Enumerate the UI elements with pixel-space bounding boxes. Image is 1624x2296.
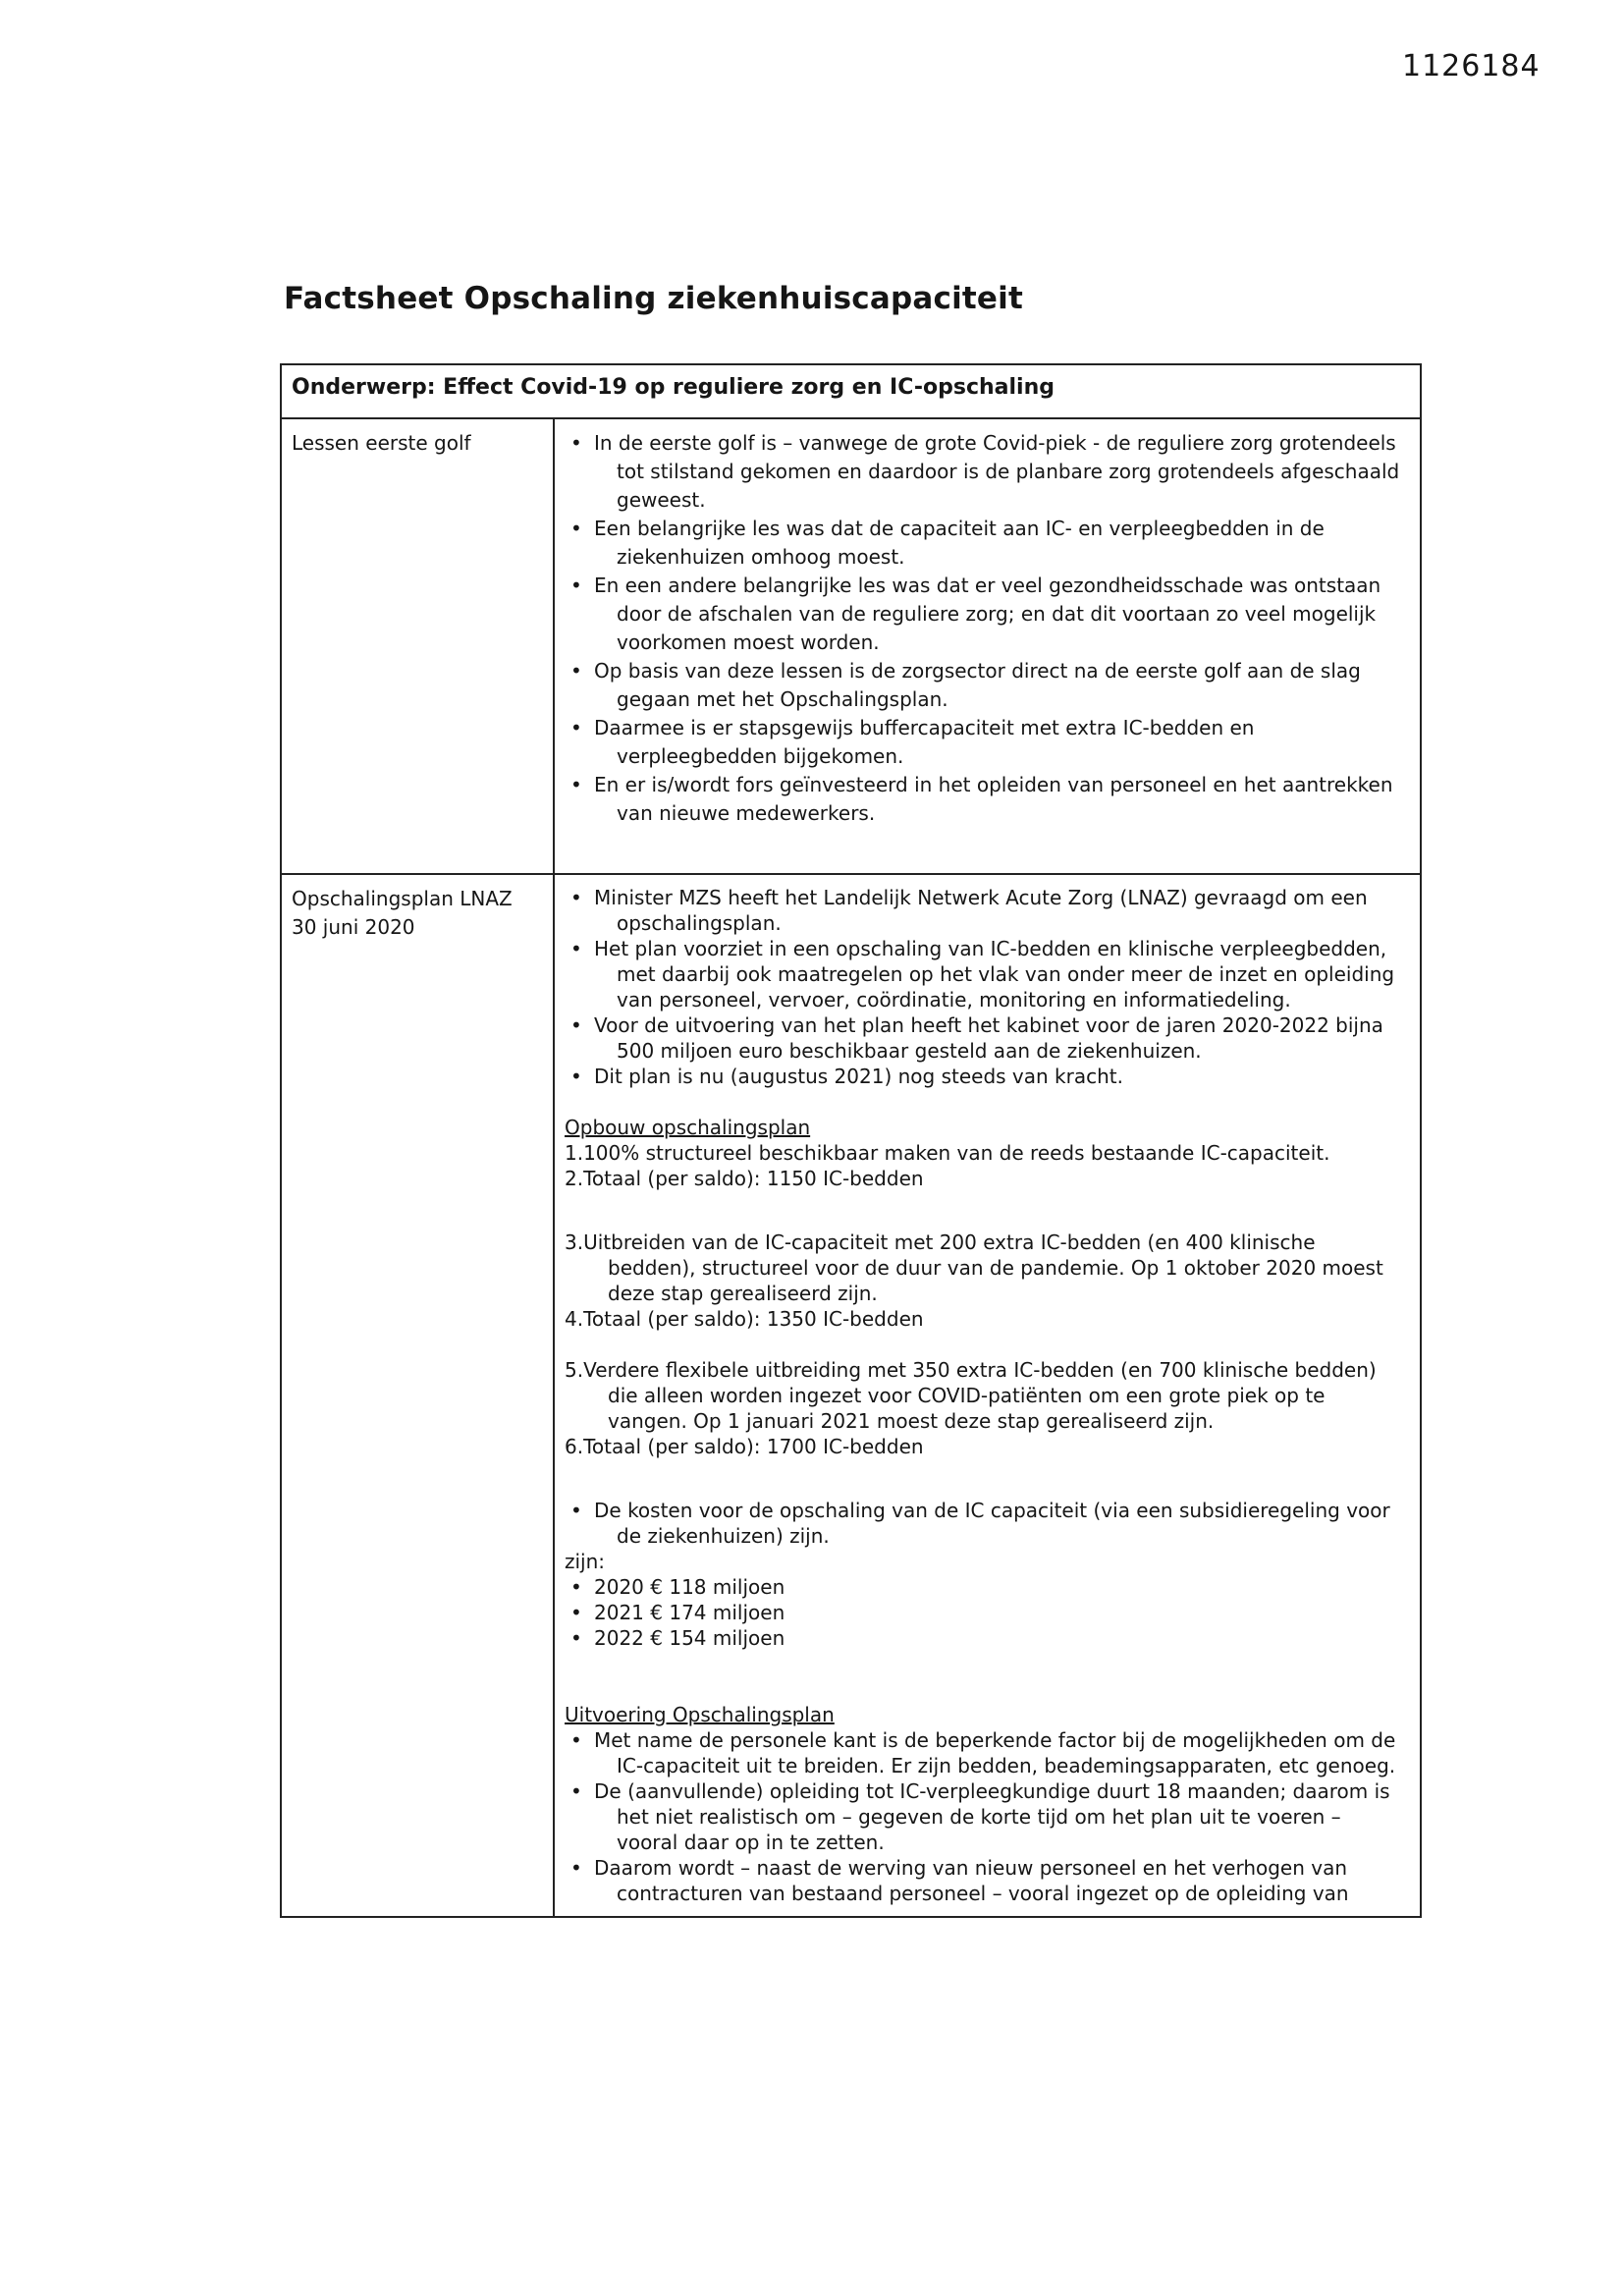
text-line: zijn:	[565, 1550, 606, 1573]
bullet-text: En er is/wordt fors geïnvesteerd in het opleiden van personeel en het aantrekken van nieuwe medewerkers.	[594, 773, 1393, 825]
row-label-line: 30 juni 2020	[292, 915, 415, 939]
spacer	[565, 1191, 1406, 1230]
spacer	[565, 1089, 1406, 1115]
bullet-icon: •	[570, 1626, 582, 1650]
numbered-item: 1.100% structureel beschikbaar maken van de reeds bestaande IC-capaciteit.	[565, 1141, 1330, 1165]
bullet-text: In de eerste golf is – vanwege de grote Covid-piek - de reguliere zorg grotendeels tot stilstand gekomen en daardoor is de planbare zorg grotendeels afgeschaald geweest.	[594, 431, 1400, 512]
bullet-icon: •	[570, 1065, 582, 1088]
bullet-text: Het plan voorziet in een opschaling van IC-bedden en klinische verpleegbedden, met daarbij ook maatregelen op het vlak van onder meer de inzet en opleiding van personeel, vervoer, coördinatie, monitoring en informatiedeling.	[594, 937, 1395, 1011]
spacer	[565, 1332, 1406, 1357]
bullet-text: Een belangrijke les was dat de capaciteit aan IC- en verpleegbedden in de ziekenhuizen omhoog moest.	[594, 517, 1325, 569]
bullet-item	[565, 885, 1406, 936]
bullet-icon: •	[570, 1779, 582, 1803]
bullet-item	[565, 1778, 1406, 1855]
bullet-icon: •	[570, 517, 582, 540]
bullet-item	[565, 1625, 1406, 1651]
page-title: Factsheet Opschaling ziekenhuiscapaciteit	[284, 281, 1024, 316]
bullet-item	[565, 1600, 1406, 1625]
bullet-item	[565, 515, 1406, 572]
spacer	[565, 1459, 1406, 1498]
bullet-icon: •	[570, 659, 582, 683]
row-label-line: Opschalingsplan LNAZ	[292, 887, 513, 910]
bullet-text: Dit plan is nu (augustus 2021) nog steeds van kracht.	[594, 1065, 1123, 1088]
bullet-text: Daarom wordt – naast de werving van nieuw personeel en het verhogen van contracturen van bestaand personeel – vooral ingezet op de opleiding van	[594, 1856, 1349, 1905]
section-heading: Uitvoering Opschalingsplan	[565, 1703, 835, 1726]
bullet-item	[565, 1064, 1406, 1089]
bullet-text: Voor de uitvoering van het plan heeft het kabinet voor de jaren 2020-2022 bijna 500 miljoen euro beschikbaar gesteld aan de ziekenhuizen.	[594, 1013, 1383, 1063]
numbered-item: 3.Uitbreiden van de IC-capaciteit met 200 extra IC-bedden (en 400 klinische bedden), structureel voor de duur van de pandemie. Op 1 oktober 2020 moest deze stap gerealiseerd zijn.	[565, 1230, 1383, 1305]
numbered-item: 2.Totaal (per saldo): 1150 IC-bedden	[565, 1167, 924, 1190]
bullet-text: De (aanvullende) opleiding tot IC-verpleegkundige duurt 18 maanden; daarom is het niet realistisch om – gegeven de korte tijd om het plan uit te voeren – vooral daar op in te zetten.	[594, 1779, 1390, 1854]
table-row	[282, 419, 1420, 875]
bullet-icon: •	[570, 1728, 582, 1752]
bullet-item	[565, 771, 1406, 828]
row-content	[555, 419, 1420, 873]
row-label-line: Lessen eerste golf	[292, 431, 471, 455]
bullet-text: De kosten voor de opschaling van de IC capaciteit (via een subsidieregeling voor de ziekenhuizen) zijn.	[594, 1499, 1390, 1548]
bullet-item	[565, 1855, 1406, 1906]
bullet-icon: •	[570, 1575, 582, 1599]
bullet-text: Minister MZS heeft het Landelijk Netwerk Acute Zorg (LNAZ) gevraagd om een opschalingsplan.	[594, 886, 1368, 935]
bullet-icon: •	[570, 886, 582, 909]
bullet-item	[565, 1498, 1406, 1549]
bullet-text: Daarmee is er stapsgewijs buffercapaciteit met extra IC-bedden en verpleegbedden bijgekomen.	[594, 716, 1255, 768]
table-body	[282, 419, 1420, 1916]
bullet-icon: •	[570, 1499, 582, 1522]
row-label	[282, 875, 555, 1916]
bullet-icon: •	[570, 431, 582, 455]
bullet-icon: •	[570, 1601, 582, 1624]
bullet-text: 2020 € 118 miljoen	[594, 1575, 785, 1599]
numbered-item: 6.Totaal (per saldo): 1700 IC-bedden	[565, 1435, 924, 1458]
factsheet-table	[280, 363, 1422, 1918]
bullet-icon: •	[570, 937, 582, 960]
row-content	[555, 875, 1420, 1916]
table-row	[282, 875, 1420, 1916]
numbered-item: 5.Verdere flexibele uitbreiding met 350 extra IC-bedden (en 700 klinische bedden) die alleen worden ingezet voor COVID-patiënten om een grote piek op te vangen. Op 1 januari 2021 moest deze stap gerealiseerd zijn.	[565, 1358, 1377, 1433]
bullet-icon: •	[570, 574, 582, 597]
bullet-icon: •	[570, 1013, 582, 1037]
bullet-item	[565, 572, 1406, 657]
bullet-item	[565, 714, 1406, 771]
bullet-item	[565, 429, 1406, 515]
table-header-text: Onderwerp: Effect Covid-19 op reguliere zorg en IC-opschaling	[292, 375, 1055, 400]
bullet-icon: •	[570, 716, 582, 739]
bullet-text: 2021 € 174 miljoen	[594, 1601, 785, 1624]
bullet-item	[565, 936, 1406, 1012]
row-label	[282, 419, 555, 873]
bullet-item	[565, 657, 1406, 714]
bullet-item	[565, 1574, 1406, 1600]
bullet-item	[565, 1727, 1406, 1778]
section-heading: Opbouw opschalingsplan	[565, 1116, 811, 1139]
bullet-item	[565, 1012, 1406, 1064]
bullet-icon: •	[570, 1856, 582, 1880]
bullet-text: 2022 € 154 miljoen	[594, 1626, 785, 1650]
numbered-item: 4.Totaal (per saldo): 1350 IC-bedden	[565, 1307, 924, 1331]
bullet-text: En een andere belangrijke les was dat er veel gezondheidsschade was ontstaan door de afschalen van de reguliere zorg; en dat dit voortaan zo veel mogelijk voorkomen moest worden.	[594, 574, 1381, 654]
doc-number: 1126184	[1402, 49, 1541, 83]
spacer	[565, 1651, 1406, 1702]
table-header-row	[282, 365, 1420, 419]
bullet-text: Met name de personele kant is de beperkende factor bij de mogelijkheden om de IC-capaciteit uit te breiden. Er zijn bedden, beademingsapparaten, etc genoeg.	[594, 1728, 1396, 1777]
bullet-text: Op basis van deze lessen is de zorgsector direct na de eerste golf aan de slag gegaan met het Opschalingsplan.	[594, 659, 1361, 711]
bullet-icon: •	[570, 773, 582, 796]
